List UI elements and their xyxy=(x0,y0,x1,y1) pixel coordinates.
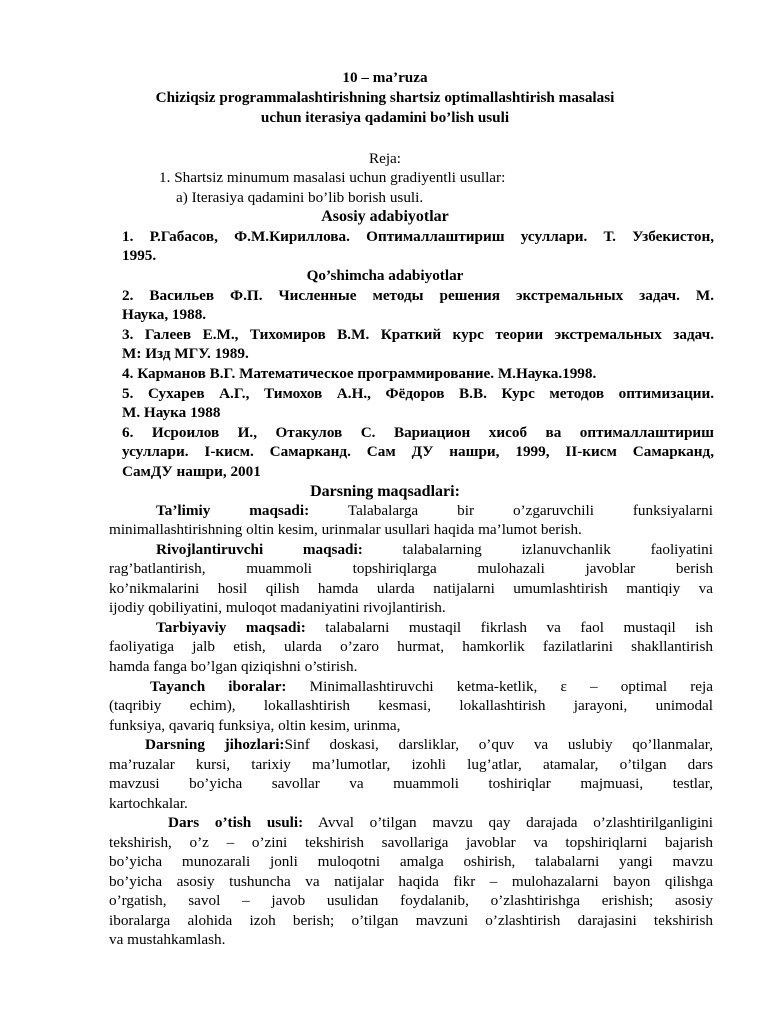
method-line3: bo’yicha munozarali jonli muloqotni amalga oshirish, talabalarni yangi mavzu xyxy=(109,853,713,870)
goal-upbringing-line1 xyxy=(109,618,713,637)
plan-item-1: 1. Shartsiz minumum masalasi uchun gradiyentli usullar: xyxy=(159,169,506,186)
extra-literature-heading: Qo’shimcha adabiyotlar xyxy=(306,267,464,284)
goal-developing-line1 xyxy=(109,540,713,559)
equipment-line1 xyxy=(109,735,713,754)
goal-educational-line1 xyxy=(109,501,713,520)
extra-lit-item-4: 4. Карманов В.Г. Математическое программирование. М.Наука.1998. xyxy=(122,365,597,382)
goal-developing-line4: ijodiy qobiliyatini, muloqot madaniyatini rivojlantirish. xyxy=(109,599,446,616)
extra-lit-item-3-line1: 3. Галеев Е.М., Тихомиров В.М. Краткий курс теории экстремальных задач. xyxy=(122,326,714,343)
extra-lit-item-5-line2: М. Наука 1988 xyxy=(122,404,221,421)
goal-upbringing-label: Tarbiyaviy maqsadi: xyxy=(156,619,306,636)
key-terms-text: Minimallashtiruvchi ketma-ketlik, ε – optimal reja xyxy=(286,678,713,695)
goal-developing-text: talabalarning izlanuvchanlik faoliyatini xyxy=(362,541,713,558)
goals-heading: Darsning maqsadlari: xyxy=(310,483,460,500)
method-line1 xyxy=(109,813,713,832)
key-terms-line3: funksiya, qavariq funksiya, oltin kesim, urinma, xyxy=(109,717,401,734)
method-line7: va mustahkamlash. xyxy=(109,931,226,948)
lecture-number: 10 – ma’ruza xyxy=(342,69,428,86)
method-text: Avval o’tilgan mavzu qay darajada o’zlashtirilganligini xyxy=(303,814,713,831)
main-literature-heading: Asosiy adabiyotlar xyxy=(321,208,449,225)
plan-item-1a: a) Iterasiya qadamini bo’lib borish usuli. xyxy=(176,189,424,206)
goal-developing-label: Rivojlantiruvchi maqsadi: xyxy=(156,541,363,558)
main-lit-item-1-line1: 1. Р.Габасов, Ф.М.Кириллова. Оптималлаштириш усуллари. Т. Узбекистон, xyxy=(122,228,714,245)
extra-lit-item-3-line2: М: Изд МГУ. 1989. xyxy=(122,345,249,362)
method-line2: tekshirish, o’z – o’zini tekshirish savollariga javoblar va topshiriqlarni bajarish xyxy=(109,834,713,851)
goal-upbringing-line2: faoliyatiga jalb etish, ularda o’zaro hurmat, hamkorlik fazilatlarini shakllantirish xyxy=(109,638,713,655)
goal-educational-label: Ta’limiy maqsadi: xyxy=(156,502,310,519)
method-label: Dars o’tish usuli: xyxy=(168,814,304,831)
extra-lit-item-6-line3: СамДУ нашри, 2001 xyxy=(122,463,261,480)
equipment-text: Sinf doskasi, darsliklar, o’quv va uslubiy qo’llanmalar, xyxy=(284,736,713,753)
extra-lit-item-6-line1: 6. Исроилов И., Отакулов С. Вариацион хисоб ва оптималлаштириш xyxy=(122,424,714,441)
equipment-label: Darsning jihozlari: xyxy=(145,736,285,753)
method-line4: bo’yicha asosiy tushuncha va natijalar haqida fikr – mulohazalarni bayon qilishga xyxy=(109,873,713,890)
goal-educational-line2: minimallashtirishning oltin kesim, urinmalar usullari haqida ma’lumot berish. xyxy=(109,521,582,538)
key-terms-label: Tayanch iboralar: xyxy=(150,678,287,695)
goal-educational-text: Talabalarga bir o’zgaruvchili funksiyalarni xyxy=(309,502,713,519)
main-lit-item-1-line2: 1995. xyxy=(122,247,157,264)
extra-lit-item-6-line2: усуллари. I-кисм. Самарканд. Сам ДУ нашри, 1999, II-кисм Самарканд, xyxy=(122,443,714,460)
extra-lit-item-2-line2: Наука, 1988. xyxy=(122,306,207,323)
extra-lit-item-5-line1: 5. Сухарев А.Г., Тимохов А.Н., Фёдоров В.В. Курс методов оптимизации. xyxy=(122,385,714,402)
goal-developing-line3: ko’nikmalarini hosil qilish hamda ularda natijalarni umumlashtirish mantiqiy va xyxy=(109,580,713,597)
method-line5: o’rgatish, savol – javob usulidan foydalanib, o’zlashtirishga erishish; asosiy xyxy=(109,892,713,909)
equipment-line3: mavzusi bo’yicha savollar va muammoli toshiriqlar majmuasi, testlar, xyxy=(109,775,713,792)
equipment-line4: kartochkalar. xyxy=(109,795,188,812)
goal-upbringing-text: talabalarni mustaqil fikrlash va faol mustaqil ish xyxy=(305,619,713,636)
equipment-line2: ma’ruzalar kursi, tarixiy ma’lumotlar, izohli lug’atlar, atamalar, o’tilgan dars xyxy=(109,756,713,773)
goal-developing-line2: rag’batlantirish, muammoli topshiriqlarga mulohazali javoblar berish xyxy=(109,560,713,577)
goal-upbringing-line3: hamda fanga bo’lgan qiziqishni o’stirish. xyxy=(109,658,358,675)
lecture-title-line1: Chiziqsiz programmalashtirishning shartsiz optimallashtirish masalasi xyxy=(155,89,615,106)
lecture-title-line2: uchun iterasiya qadamini bo’lish usuli xyxy=(260,109,510,126)
key-terms-line2: (taqribiy echim), lokallashtirish kesmasi, lokallashtirish jarayoni, unimodal xyxy=(109,697,713,714)
plan-heading: Reja: xyxy=(368,150,402,167)
method-line6: iboralarga alohida izoh berish; o’tilgan mavzuni o’zlashtirish darajasini tekshirish xyxy=(109,912,713,929)
key-terms-line1 xyxy=(109,677,713,696)
extra-lit-item-2-line1: 2. Васильев Ф.П. Численные методы решения экстремальных задач. М. xyxy=(122,287,714,304)
